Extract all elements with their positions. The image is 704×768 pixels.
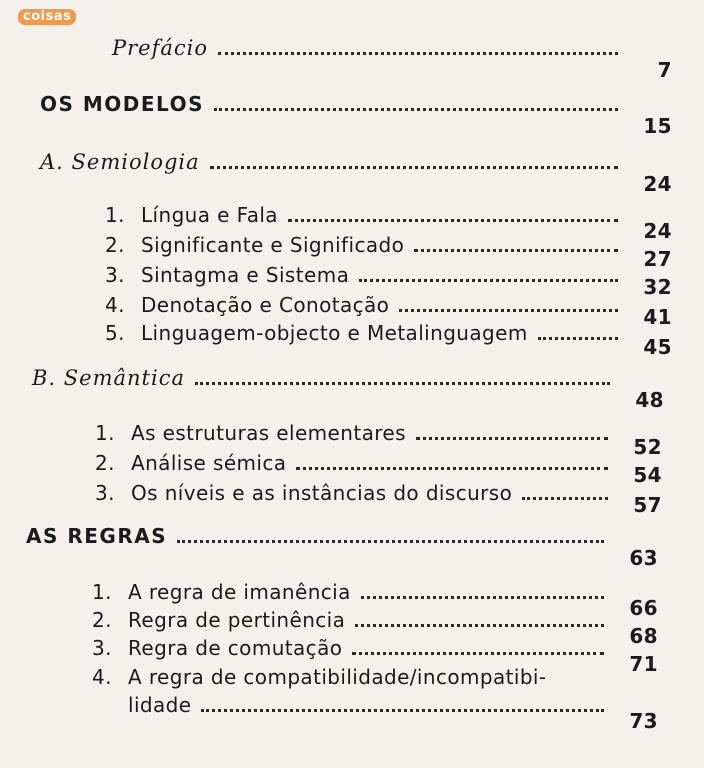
toc-page-number: 45 [643,335,672,359]
toc-page-number: 27 [643,247,672,271]
toc-page-number: 24 [643,219,672,243]
dot-leader [538,337,618,340]
toc-number: 3. [95,481,115,505]
toc-entry-os-modelos[interactable] [40,92,672,138]
toc-entry-compatibilidade-continuation[interactable] [128,693,658,733]
dot-leader [399,309,618,312]
toc-title: AS REGRAS [26,524,168,548]
toc-title: lidade [128,693,192,717]
toc-number: 1. [95,421,115,445]
toc-page-number: 73 [629,709,658,733]
dot-leader [210,166,618,169]
toc-number: 4. [92,665,112,689]
dot-leader [416,437,608,440]
dot-leader [352,652,604,655]
watermark-logo: coisas [18,9,76,25]
dot-leader [361,596,604,599]
dot-leader [218,52,618,55]
toc-title: Prefácio [112,36,209,60]
toc-entry-sintagma[interactable] [105,263,672,299]
dot-leader [201,709,604,712]
toc-page-number: 54 [633,463,662,487]
toc-entry-a-semiologia[interactable] [40,150,672,196]
toc-page-number: 71 [629,652,658,676]
toc-entry-linguagem-objecto[interactable] [105,321,672,359]
dot-leader [414,249,618,252]
toc-title: Análise sémica [131,451,287,475]
toc-number: 3. [105,263,125,287]
toc-number: 1. [105,203,125,227]
toc-title: A regra de imanência [128,580,351,604]
dot-leader [296,467,608,470]
toc-title: Regra de pertinência [128,608,346,632]
toc-entry-as-regras[interactable] [26,524,658,570]
toc-entry-estruturas[interactable] [95,421,662,459]
dot-leader [288,219,618,222]
toc-page-number: 41 [643,305,672,329]
toc-page-number: 24 [643,172,672,196]
toc-page-number: 68 [629,624,658,648]
toc-entry-prefacio[interactable] [112,36,672,82]
toc-number: 4. [105,293,125,317]
toc-number: 2. [105,233,125,257]
toc-number: 1. [92,580,112,604]
toc-entry-analise[interactable] [95,451,662,487]
toc-entry-significante[interactable] [105,233,672,271]
toc-title: Sintagma e Sistema [141,263,350,287]
toc-title: Denotação e Conotação [141,293,390,317]
toc-entry-denotacao[interactable] [105,293,672,329]
dot-leader [522,497,608,500]
toc-title: As estruturas elementares [131,421,406,445]
toc-page-number: 52 [633,435,662,459]
toc-page-number: 15 [643,114,672,138]
toc-entry-compatibilidade[interactable] [92,665,658,689]
toc-title: A regra de compatibilidade/incompatibi- [128,665,547,689]
toc-title: Significante e Significado [141,233,405,257]
dot-leader [355,624,604,627]
toc-page-number: 66 [629,596,658,620]
toc-page-number: 48 [635,388,664,412]
toc-title: Linguagem-objecto e Metalinguagem [141,321,528,345]
toc-title: OS MODELOS [40,92,204,116]
toc-entry-lingua-e-fala[interactable] [105,203,672,243]
dot-leader [359,279,618,282]
toc-entry-comutacao[interactable] [92,636,658,676]
toc-number: 2. [92,608,112,632]
toc-title: B. Semântica [32,366,185,390]
toc-title: Regra de comutação [128,636,343,660]
dot-leader [177,540,604,543]
toc-entry-niveis[interactable] [95,481,662,517]
toc-page-number: 7 [657,58,672,82]
toc-page-number: 63 [629,546,658,570]
toc-title: A. Semiologia [40,150,200,174]
toc-number: 2. [95,451,115,475]
toc-page-number: 57 [633,493,662,517]
toc-entry-b-semantica[interactable] [32,366,664,412]
toc-page-number: 32 [643,275,672,299]
toc-title: Os níveis e as instâncias do discurso [131,481,513,505]
dot-leader [195,382,610,385]
toc-title: Língua e Fala [141,203,278,227]
toc-number: 3. [92,636,112,660]
dot-leader [214,108,618,111]
toc-number: 5. [105,321,125,345]
